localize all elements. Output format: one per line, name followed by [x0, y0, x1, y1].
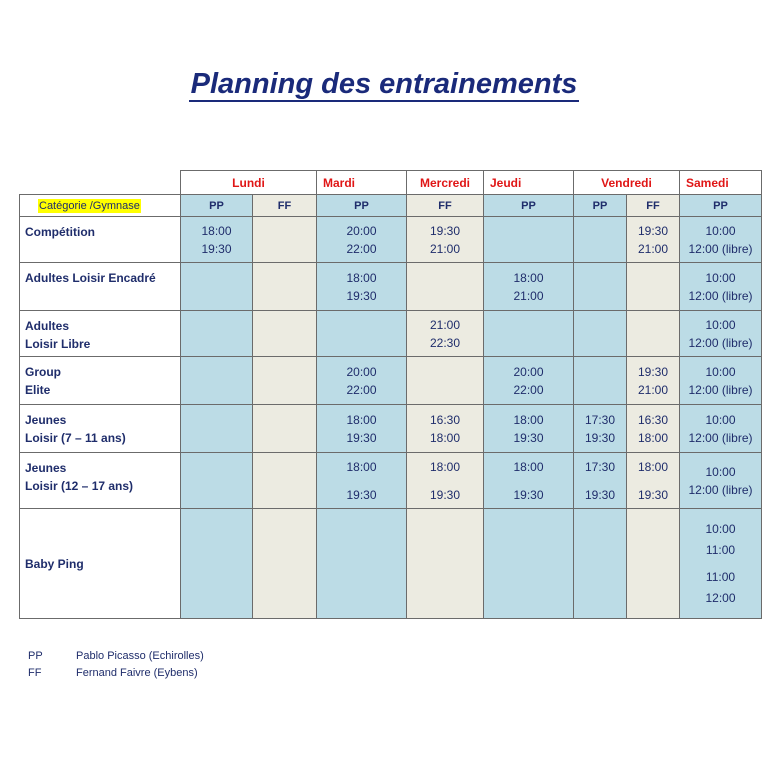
time-cell [484, 263, 574, 311]
table-row [20, 357, 762, 405]
venue-header: PP [680, 195, 762, 217]
time-value: 16:30 [429, 412, 461, 427]
time-value: 18:00 [637, 459, 669, 474]
time-value: 10:00 [705, 412, 736, 427]
schedule-table [19, 170, 762, 619]
time-value: 22:00 [513, 382, 544, 397]
time-value: 18:00 [346, 459, 377, 474]
legend-name: Pablo Picasso (Echirolles) [76, 650, 204, 662]
venue-header: PP [484, 195, 574, 217]
legend-item [28, 648, 204, 665]
category-line: Compétition [25, 225, 95, 239]
table-row [20, 405, 762, 453]
time-value: 21:00 [637, 382, 669, 397]
time-cell [317, 311, 407, 357]
venue-header: PP [181, 195, 253, 217]
venue-header: PP [574, 195, 627, 217]
time-cell [407, 509, 484, 619]
time-value: 10:00 [705, 317, 736, 332]
table-row [20, 311, 762, 357]
time-cell [317, 453, 407, 509]
time-cell [253, 405, 317, 453]
legend-item [28, 665, 204, 682]
table-row [20, 509, 762, 619]
time-value: 18:00 [513, 412, 544, 427]
time-value: 19:30 [637, 223, 669, 238]
time-value: 18:00 [513, 459, 544, 474]
time-cell [680, 217, 762, 263]
time-cell [181, 311, 253, 357]
category-line: Jeunes [25, 413, 67, 427]
time-cell [181, 263, 253, 311]
time-cell [574, 263, 627, 311]
time-value: 20:00 [346, 364, 377, 379]
table-row [20, 263, 762, 311]
time-value: 12:00 (libre) [688, 382, 753, 397]
time-cell [253, 453, 317, 509]
time-cell [574, 217, 627, 263]
time-cell [627, 311, 680, 357]
time-value: 20:00 [513, 364, 544, 379]
time-cell [680, 311, 762, 357]
category-line: Adultes [25, 319, 70, 333]
time-cell [627, 405, 680, 453]
category-line: Adultes Loisir Encadré [25, 271, 156, 285]
time-cell [680, 509, 762, 619]
day-vendredi: Vendredi [574, 171, 680, 195]
time-value: 10:00 [705, 521, 736, 536]
time-cell [484, 509, 574, 619]
venue-header: FF [253, 195, 317, 217]
category-label [20, 217, 181, 263]
time-cell [317, 217, 407, 263]
time-cell [407, 311, 484, 357]
time-cell [407, 405, 484, 453]
day-lundi: Lundi [181, 171, 317, 195]
page-title: Planning des entrainements [190, 68, 578, 100]
table-row [20, 453, 762, 509]
legend [28, 648, 204, 682]
time-value: 21:00 [429, 317, 461, 332]
time-value: 17:30 [584, 412, 616, 427]
time-cell [407, 453, 484, 509]
table-row [20, 217, 762, 263]
day-mardi: Mardi [317, 171, 407, 195]
time-cell [253, 263, 317, 311]
venues-row [20, 195, 762, 217]
time-cell [181, 509, 253, 619]
time-value: 12:00 (libre) [688, 241, 753, 256]
time-value: 21:00 [637, 241, 669, 256]
time-value: 10:00 [705, 270, 736, 285]
time-value: 19:30 [346, 487, 377, 502]
time-cell [627, 217, 680, 263]
day-mercredi: Mercredi [407, 171, 484, 195]
time-value: 11:00 [705, 542, 736, 557]
venue-header: PP [317, 195, 407, 217]
time-value: 18:00 [513, 270, 544, 285]
time-cell [253, 217, 317, 263]
time-value: 12:00 (libre) [688, 288, 753, 303]
time-cell [317, 509, 407, 619]
category-line: Baby Ping [25, 556, 84, 571]
time-value: 17:30 [584, 459, 616, 474]
time-value: 16:30 [637, 412, 669, 427]
time-value: 18:00 [637, 430, 669, 445]
time-value: 19:30 [201, 241, 232, 256]
time-value: 10:00 [705, 464, 736, 479]
category-label [20, 311, 181, 357]
time-cell [407, 263, 484, 311]
time-cell [253, 509, 317, 619]
category-header: Catégorie /Gymnase [20, 195, 181, 217]
legend-name: Fernand Faivre (Eybens) [76, 667, 198, 679]
time-cell [680, 453, 762, 509]
time-cell [574, 311, 627, 357]
time-cell [317, 405, 407, 453]
time-cell [574, 357, 627, 405]
time-value: 22:30 [429, 335, 461, 350]
category-label [20, 357, 181, 405]
time-cell [181, 453, 253, 509]
venue-header: FF [407, 195, 484, 217]
time-value: 19:30 [584, 487, 616, 502]
category-line: Group [25, 365, 61, 379]
time-cell [627, 453, 680, 509]
time-value: 12:00 [705, 590, 736, 605]
time-cell [574, 509, 627, 619]
category-label [20, 263, 181, 311]
time-cell [484, 453, 574, 509]
time-value: 11:00 [705, 569, 736, 584]
time-value: 12:00 (libre) [688, 430, 753, 445]
legend-code: PP [28, 650, 43, 662]
time-cell [680, 357, 762, 405]
time-value: 19:30 [637, 364, 669, 379]
time-cell [627, 509, 680, 619]
day-jeudi: Jeudi [484, 171, 574, 195]
category-line: Loisir (7 – 11 ans) [25, 431, 126, 445]
time-cell [484, 405, 574, 453]
time-value: 19:30 [429, 487, 461, 502]
category-label [20, 405, 181, 453]
time-cell [680, 263, 762, 311]
time-cell [680, 405, 762, 453]
time-value: 10:00 [705, 364, 736, 379]
time-cell [574, 453, 627, 509]
time-value: 12:00 (libre) [688, 335, 753, 350]
time-value: 19:30 [346, 288, 377, 303]
time-cell [407, 357, 484, 405]
time-value: 19:30 [584, 430, 616, 445]
time-value: 19:30 [429, 223, 461, 238]
time-value: 18:00 [429, 430, 461, 445]
time-cell [181, 217, 253, 263]
schedule-body [20, 217, 762, 619]
time-value: 10:00 [705, 223, 736, 238]
days-row [20, 171, 762, 195]
time-value: 18:00 [346, 412, 377, 427]
time-cell [181, 357, 253, 405]
time-cell [317, 357, 407, 405]
time-cell [253, 357, 317, 405]
category-line: Loisir Libre [25, 337, 91, 351]
time-value: 21:00 [513, 288, 544, 303]
time-value: 18:00 [201, 223, 232, 238]
category-line: Jeunes [25, 461, 67, 475]
time-value: 12:00 (libre) [688, 482, 753, 497]
category-line: Loisir (12 – 17 ans) [25, 479, 134, 493]
time-cell [627, 357, 680, 405]
time-cell [627, 263, 680, 311]
time-value: 19:30 [513, 487, 544, 502]
time-value: 18:00 [429, 459, 461, 474]
corner-cell [20, 171, 181, 195]
time-value: 21:00 [429, 241, 461, 256]
time-cell [484, 217, 574, 263]
time-value: 18:00 [346, 270, 377, 285]
time-cell [574, 405, 627, 453]
time-value: 19:30 [637, 487, 669, 502]
time-value: 20:00 [346, 223, 377, 238]
time-cell [317, 263, 407, 311]
time-value: 19:30 [346, 430, 377, 445]
time-cell [407, 217, 484, 263]
category-label [20, 453, 181, 509]
time-cell [181, 405, 253, 453]
category-label [20, 509, 181, 619]
time-cell [253, 311, 317, 357]
time-value: 22:00 [346, 241, 377, 256]
legend-code: FF [28, 667, 42, 679]
venue-header: FF [627, 195, 680, 217]
time-cell [484, 357, 574, 405]
time-value: 19:30 [513, 430, 544, 445]
day-samedi: Samedi [680, 171, 762, 195]
time-value: 22:00 [346, 382, 377, 397]
category-line: Elite [25, 383, 51, 397]
time-cell [484, 311, 574, 357]
